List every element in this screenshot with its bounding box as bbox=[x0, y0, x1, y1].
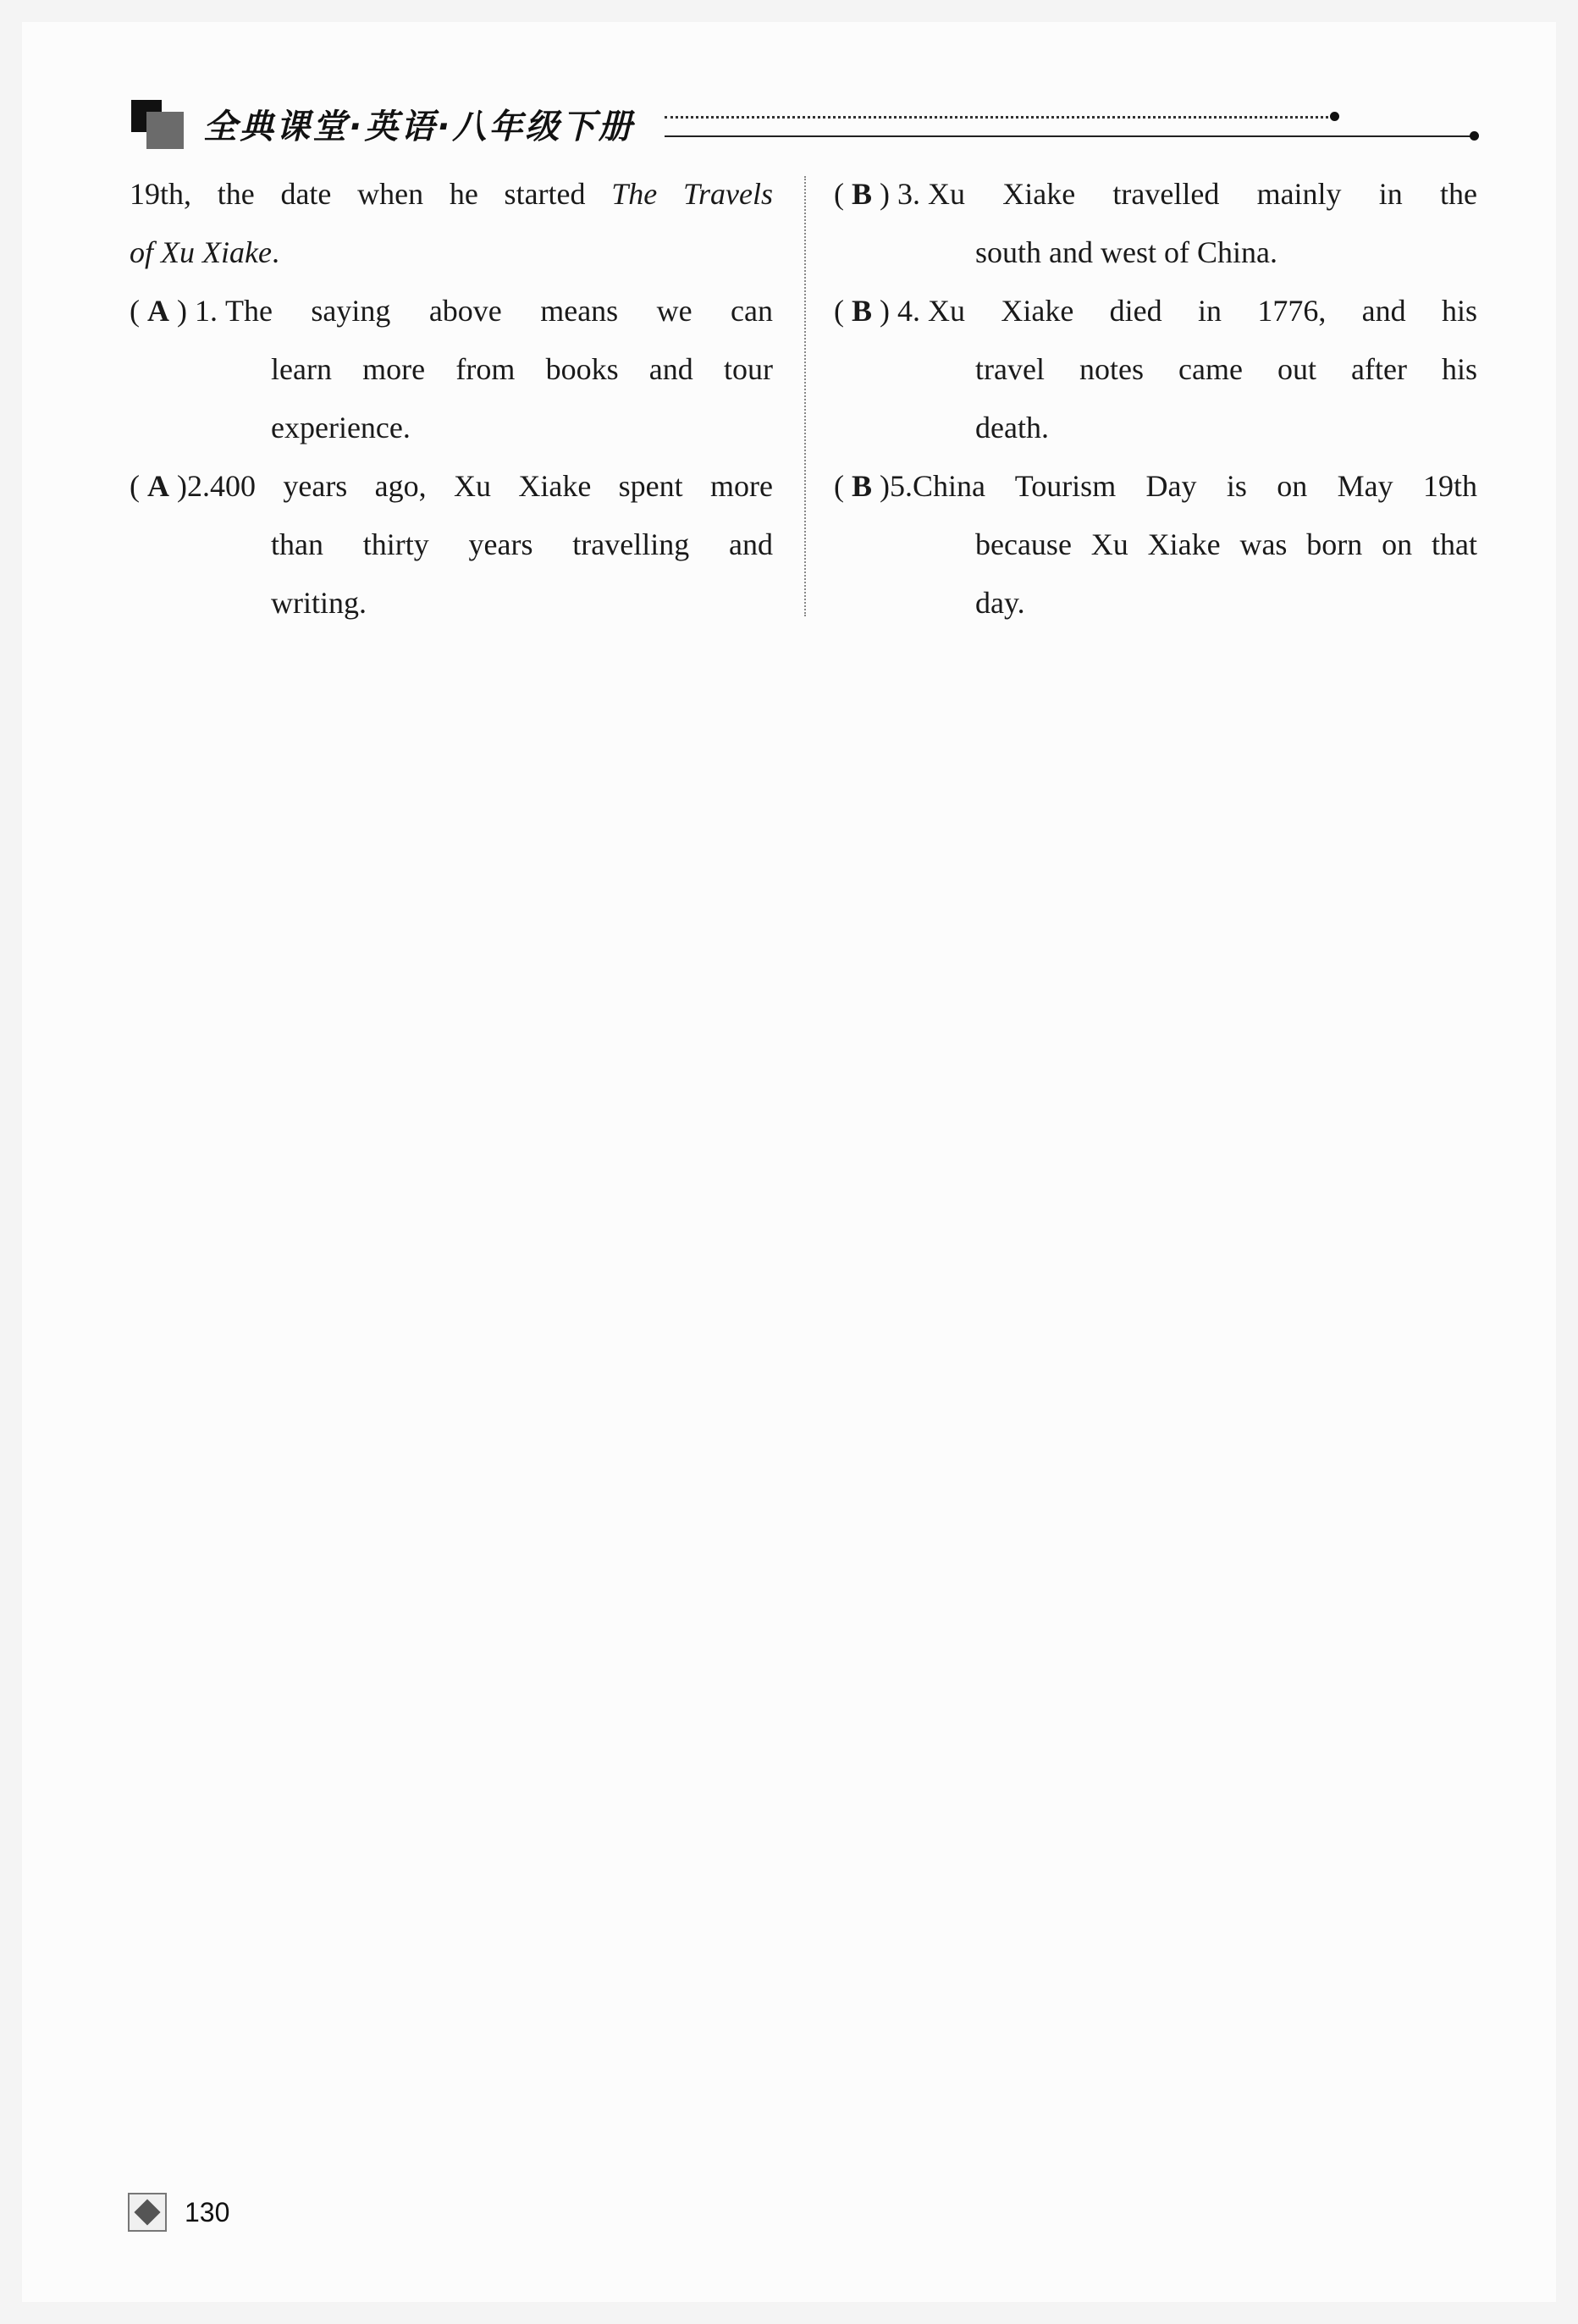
question-line: learn more from books and tour bbox=[271, 352, 773, 386]
question-line: Xu Xiake died in 1776, and his bbox=[928, 294, 1477, 328]
book-title-part-2: of Xu Xiake bbox=[130, 235, 272, 269]
answer-letter: A bbox=[147, 469, 169, 503]
header-solid-rule bbox=[665, 135, 1473, 137]
question-line: 400 years ago, Xu Xiake spent more bbox=[210, 469, 773, 503]
right-column bbox=[834, 165, 1477, 632]
question-line: China Tourism Day is on May 19th bbox=[913, 469, 1477, 503]
question-number: )5. bbox=[872, 469, 913, 503]
question-line: experience. bbox=[271, 411, 411, 444]
header-dot-icon bbox=[1470, 131, 1479, 141]
question-line: day. bbox=[975, 586, 1025, 620]
question-line: south and west of China. bbox=[975, 235, 1277, 269]
question-line: because Xu Xiake was born on that bbox=[975, 527, 1477, 561]
question-1 bbox=[130, 282, 773, 457]
answer-letter: B bbox=[852, 177, 873, 211]
header-logo-icon bbox=[131, 100, 190, 149]
header-dotted-rule bbox=[665, 116, 1333, 119]
question-number: ) 4. bbox=[872, 294, 921, 328]
question-line: travel notes came out after his bbox=[975, 352, 1477, 386]
book-title-part-1: The Travels bbox=[611, 177, 773, 211]
answer-paren-open: ( bbox=[130, 294, 147, 328]
continuation-line-2 bbox=[130, 224, 773, 282]
column-divider bbox=[804, 176, 806, 616]
question-3 bbox=[834, 165, 1477, 282]
answer-paren-open: ( bbox=[834, 177, 852, 211]
question-number: )2. bbox=[169, 469, 210, 503]
header-title: 全典课堂·英语·八年级下册 bbox=[203, 108, 635, 146]
question-number: ) 1. bbox=[169, 294, 218, 328]
left-column bbox=[130, 165, 773, 632]
question-number: ) 3. bbox=[872, 177, 921, 211]
question-line: writing. bbox=[271, 586, 367, 620]
page-badge bbox=[128, 2193, 167, 2232]
header-dot-icon bbox=[1330, 112, 1339, 121]
diamond-icon bbox=[134, 2199, 160, 2225]
answer-paren-open: ( bbox=[834, 294, 852, 328]
question-line: than thirty years travelling and bbox=[271, 527, 773, 561]
page-number: 130 bbox=[185, 2197, 230, 2227]
answer-letter: B bbox=[852, 294, 873, 328]
question-4 bbox=[834, 282, 1477, 457]
question-line: Xu Xiake travelled mainly in the bbox=[928, 177, 1477, 211]
continuation-line-1 bbox=[130, 165, 773, 224]
question-line: death. bbox=[975, 411, 1049, 444]
question-5 bbox=[834, 457, 1477, 632]
answer-letter: A bbox=[147, 294, 169, 328]
question-line: The saying above means we can bbox=[225, 294, 773, 328]
question-2 bbox=[130, 457, 773, 632]
answer-paren-open: ( bbox=[130, 469, 147, 503]
answer-paren-open: ( bbox=[834, 469, 852, 503]
continuation-end: . bbox=[271, 235, 279, 269]
answer-letter: B bbox=[852, 469, 873, 503]
continuation-text: 19th, the date when he started bbox=[130, 177, 612, 211]
